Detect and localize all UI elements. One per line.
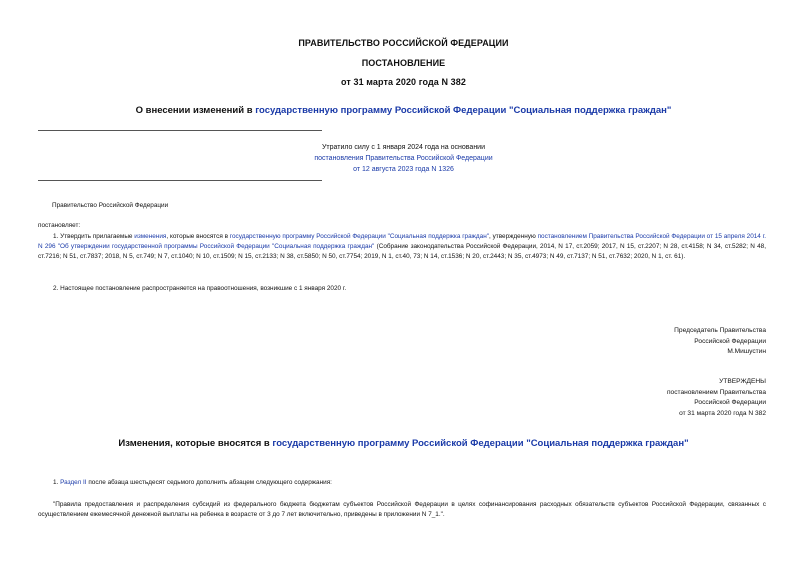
p1-text-1: 1. Утвердить прилагаемые bbox=[53, 233, 135, 240]
change1-text: после абзаца шестьдесят седьмого дополнить абзацем следующего содержания: bbox=[86, 479, 332, 486]
lost-force-line1: Утратило силу с 1 января 2024 года на основании bbox=[321, 144, 486, 151]
program-link-3[interactable]: государственную программу Российской Федерации "Социальная поддержка граждан" bbox=[272, 438, 689, 449]
lost-force-date-link[interactable]: от 12 августа 2023 года N 1326 bbox=[353, 166, 454, 173]
approved-block bbox=[667, 377, 766, 419]
change-item-1 bbox=[38, 478, 766, 488]
government-line: Правительство Российской Федерации bbox=[52, 202, 169, 209]
decree-296-link[interactable]: постановлением Правительства Российской Федерации от 15 апреля 2014 г. N 296 "Об утверждении государственной программы Российской Федерации "Социальная поддержка граждан" bbox=[38, 233, 766, 250]
approved-line3: Российской Федерации bbox=[694, 399, 766, 406]
divider-top bbox=[38, 130, 322, 131]
lost-force-note bbox=[0, 142, 807, 175]
signature-line3: М.Мишустин bbox=[727, 348, 766, 355]
signature-block bbox=[674, 326, 766, 358]
p1-text-3: , утвержденную bbox=[489, 233, 538, 240]
changes-title bbox=[0, 438, 807, 449]
p1-text-2: , которые вносятся в bbox=[166, 233, 230, 240]
document-title bbox=[0, 105, 807, 116]
paragraph-2: 2. Настоящее постановление распространяется на правоотношения, возникшие с 1 января 2020 г. bbox=[53, 285, 347, 292]
approved-line4: от 31 марта 2020 года N 382 bbox=[679, 409, 766, 417]
lost-force-decree-link[interactable]: постановления Правительства Российской Федерации bbox=[314, 155, 493, 162]
paragraph-1 bbox=[38, 232, 766, 262]
document-type: ПОСТАНОВЛЕНИЕ bbox=[361, 58, 446, 68]
document-date-number: от 31 марта 2020 года N 382 bbox=[341, 77, 466, 87]
changes-link[interactable]: изменения bbox=[134, 233, 167, 240]
program-link[interactable]: государственную программу Российской Федерации "Социальная поддержка граждан" bbox=[255, 105, 672, 116]
approved-line1: УТВЕРЖДЕНЫ bbox=[719, 378, 766, 385]
quote-paragraph: "Правила предоставления и распределения субсидий из федерального бюджета бюджетам субъектов Российской Федерации в целях софинансирования расходных обязательств субъектов Российской Федерации, связанных с осуществлением ежемесячной денежной выплаты на ребенка в возрасте от 3 до 7 лет включительно, приведены в приложении N 7_1.". bbox=[38, 501, 766, 518]
decides-line: постановляет: bbox=[38, 222, 81, 229]
approved-line2: постановлением Правительства bbox=[666, 388, 766, 396]
signature-line2: Российской Федерации bbox=[694, 337, 766, 345]
program-link-2[interactable]: государственную программу Российской Федерации "Социальная поддержка граждан" bbox=[229, 233, 490, 240]
signature-line1: Председатель Правительства bbox=[674, 327, 766, 334]
section-ii-link[interactable]: Раздел II bbox=[60, 479, 87, 486]
government-heading: ПРАВИТЕЛЬСТВО РОССИЙСКОЙ ФЕДЕРАЦИИ bbox=[298, 38, 509, 48]
change1-number: 1. bbox=[53, 479, 61, 486]
divider-bottom bbox=[38, 180, 322, 181]
document-title-prefix: О внесении изменений в bbox=[135, 105, 256, 116]
changes-title-prefix: Изменения, которые вносятся в bbox=[118, 438, 273, 449]
p1-text-4: (Собрание законодательства Российской Федерации, 2014, N 17, ст.2059; 2017, N 15, ст.2207; N 28, ст.4158; N 34, ст.5282; N 48, ст.7216; N 51, ст.7837; 2018, N 5, ст.749; N 7, ст.1040; N 10, ст.1509; N 15, ст.2133; N 38, ст.5850; N 50, ст.7754; 2019, N 1, ст.40, 73; N 14, ст.1536; N 20, ст.2443; N 35, ст.4973; N 49, ст.7137; N 51, ст.7632; 2020, N 1, ст. 61). bbox=[38, 243, 767, 260]
